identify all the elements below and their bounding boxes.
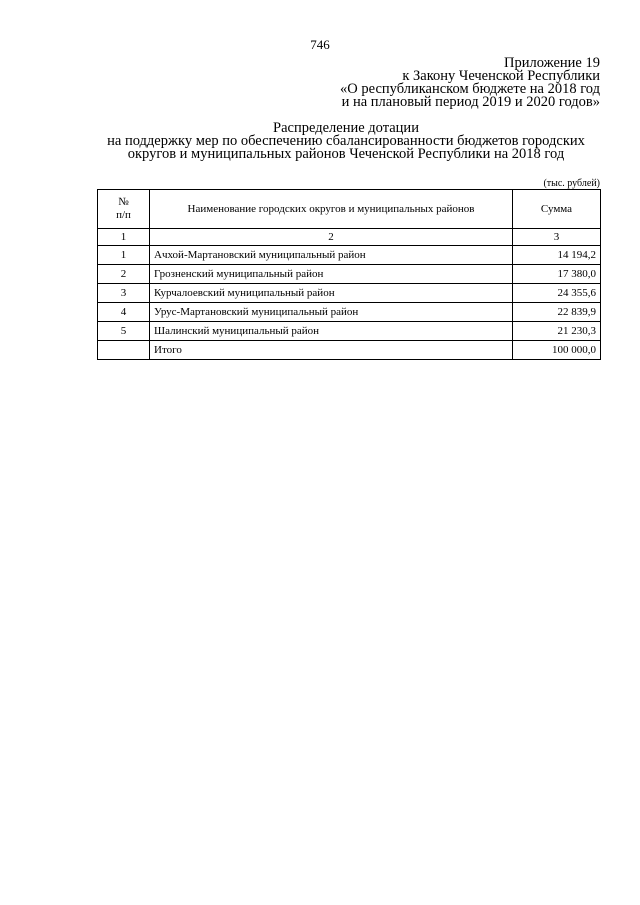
subsidy-table — [97, 189, 601, 360]
district-sum: 24 355,6 — [513, 284, 601, 303]
column-number-row — [98, 229, 601, 246]
row-number: 2 — [98, 265, 150, 284]
row-number: 4 — [98, 303, 150, 322]
page-number: 746 — [310, 37, 330, 52]
appendix-reference — [340, 57, 600, 109]
header-number-symbol: № — [118, 196, 129, 208]
table-row — [98, 246, 601, 265]
district-sum: 21 230,3 — [513, 322, 601, 341]
district-name: Шалинский муниципальный район — [150, 322, 513, 341]
table-row — [98, 284, 601, 303]
header-sum: Сумма — [513, 190, 601, 229]
units-note: (тыс. рублей) — [543, 178, 600, 189]
appendix-line: к Закону Чеченской Республики — [402, 68, 600, 84]
title-line: Распределение дотации — [273, 120, 419, 136]
header-number — [98, 190, 150, 229]
row-number: 3 — [98, 284, 150, 303]
column-number: 1 — [98, 229, 150, 246]
total-label: Итого — [150, 341, 513, 360]
total-sum: 100 000,0 — [513, 341, 601, 360]
document-title — [86, 122, 606, 161]
table-row — [98, 303, 601, 322]
district-sum: 14 194,2 — [513, 246, 601, 265]
district-name: Курчалоевский муниципальный район — [150, 284, 513, 303]
district-name: Ачхой-Мартановский муниципальный район — [150, 246, 513, 265]
row-number: 1 — [98, 246, 150, 265]
district-sum: 17 380,0 — [513, 265, 601, 284]
district-name: Грозненский муниципальный район — [150, 265, 513, 284]
row-number: 5 — [98, 322, 150, 341]
total-row — [98, 341, 601, 360]
table-row — [98, 322, 601, 341]
total-number-cell — [98, 341, 150, 360]
title-line: на поддержку мер по обеспечению сбалансированности бюджетов городских — [107, 133, 585, 149]
appendix-line: «О республиканском бюджете на 2018 год — [340, 81, 600, 97]
column-number: 2 — [150, 229, 513, 246]
header-number-abbr: п/п — [116, 209, 131, 221]
table-row — [98, 265, 601, 284]
district-sum: 22 839,9 — [513, 303, 601, 322]
title-line: округов и муниципальных районов Чеченской Республики на 2018 год — [127, 146, 565, 162]
appendix-line: и на плановый период 2019 и 2020 годов» — [341, 94, 600, 110]
table-header-row — [98, 190, 601, 229]
appendix-line: Приложение 19 — [504, 55, 600, 71]
district-name: Урус-Мартановский муниципальный район — [150, 303, 513, 322]
header-name: Наименование городских округов и муниципальных районов — [150, 190, 513, 229]
column-number: 3 — [513, 229, 601, 246]
